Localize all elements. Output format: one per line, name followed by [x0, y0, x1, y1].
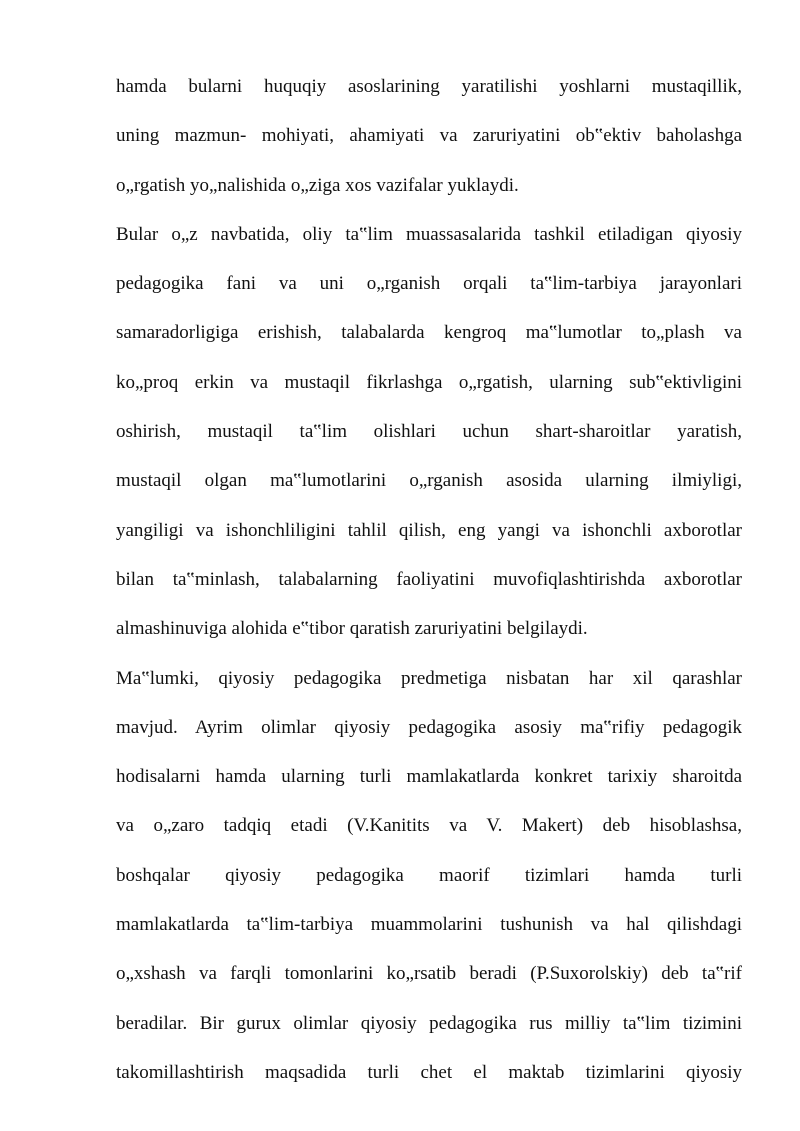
text-line: mustaqil olgan ma‟lumotlarini o„rganish asosida ularning ilmiyligi, — [116, 470, 742, 492]
paragraph-2 — [116, 210, 742, 654]
text-line: pedagogika fani va uni o„rganish orqali ta‟lim-tarbiya jarayonlari — [116, 273, 742, 295]
text-line: uning mazmun- mohiyati, ahamiyati va zaruriyatini ob‟ektiv baholashga — [116, 125, 742, 147]
text-line: samaradorligiga erishish, talabalarda kengroq ma‟lumotlar to„plash va — [116, 322, 742, 344]
text-line: oshirish, mustaqil ta‟lim olishlari uchun shart-sharoitlar yaratish, — [116, 421, 742, 443]
text-line: boshqalar qiyosiy pedagogika maorif tizimlari hamda turli — [116, 864, 742, 886]
paragraph-1 — [116, 62, 742, 210]
text-line: beradilar. Bir gurux olimlar qiyosiy pedagogika rus milliy ta‟lim tizimini — [116, 1012, 742, 1034]
text-line: o„xshash va farqli tomonlarini ko„rsatib beradi (P.Suxorolskiy) deb ta‟rif — [116, 963, 742, 985]
text-line: mavjud. Ayrim olimlar qiyosiy pedagogika asosiy ma‟rifiy pedagogik — [116, 716, 742, 738]
text-line: Ma‟lumki, qiyosiy pedagogika predmetiga nisbatan har xil qarashlar — [116, 667, 742, 689]
text-line: ko„proq erkin va mustaqil fikrlashga o„rgatish, ularning sub‟ektivligini — [116, 371, 742, 393]
text-line: hamda bularni huquqiy asoslarining yaratilishi yoshlarni mustaqillik, — [116, 76, 742, 97]
text-line: almashinuviga alohida e‟tibor qaratish zaruriyatini belgilaydi. — [116, 618, 588, 640]
text-line: yangiligi va ishonchliligini tahlil qilish, eng yangi va ishonchli axborotlar — [116, 519, 742, 541]
text-line: hodisalarni hamda ularning turli mamlakatlarda konkret tarixiy sharoitda — [116, 766, 742, 788]
text-line: takomillashtirish maqsadida turli chet el maktab tizimlarini qiyosiy — [116, 1061, 742, 1083]
paragraph-3 — [116, 654, 742, 1098]
text-line: va o„zaro tadqiq etadi (V.Kanitits va V. Makert) deb hisoblashsa, — [116, 815, 742, 837]
text-line: mamlakatlarda ta‟lim-tarbiya muammolarini tushunish va hal qilishdagi — [116, 914, 742, 936]
text-line: o„rgatish yo„nalishida o„ziga xos vazifalar yuklaydi. — [116, 174, 519, 196]
text-line: bilan ta‟minlash, talabalarning faoliyatini muvofiqlashtirishda axborotlar — [116, 568, 742, 590]
document-page — [116, 62, 742, 1097]
text-line: Bular o„z navbatida, oliy ta‟lim muassasalarida tashkil etiladigan qiyosiy — [116, 223, 742, 245]
